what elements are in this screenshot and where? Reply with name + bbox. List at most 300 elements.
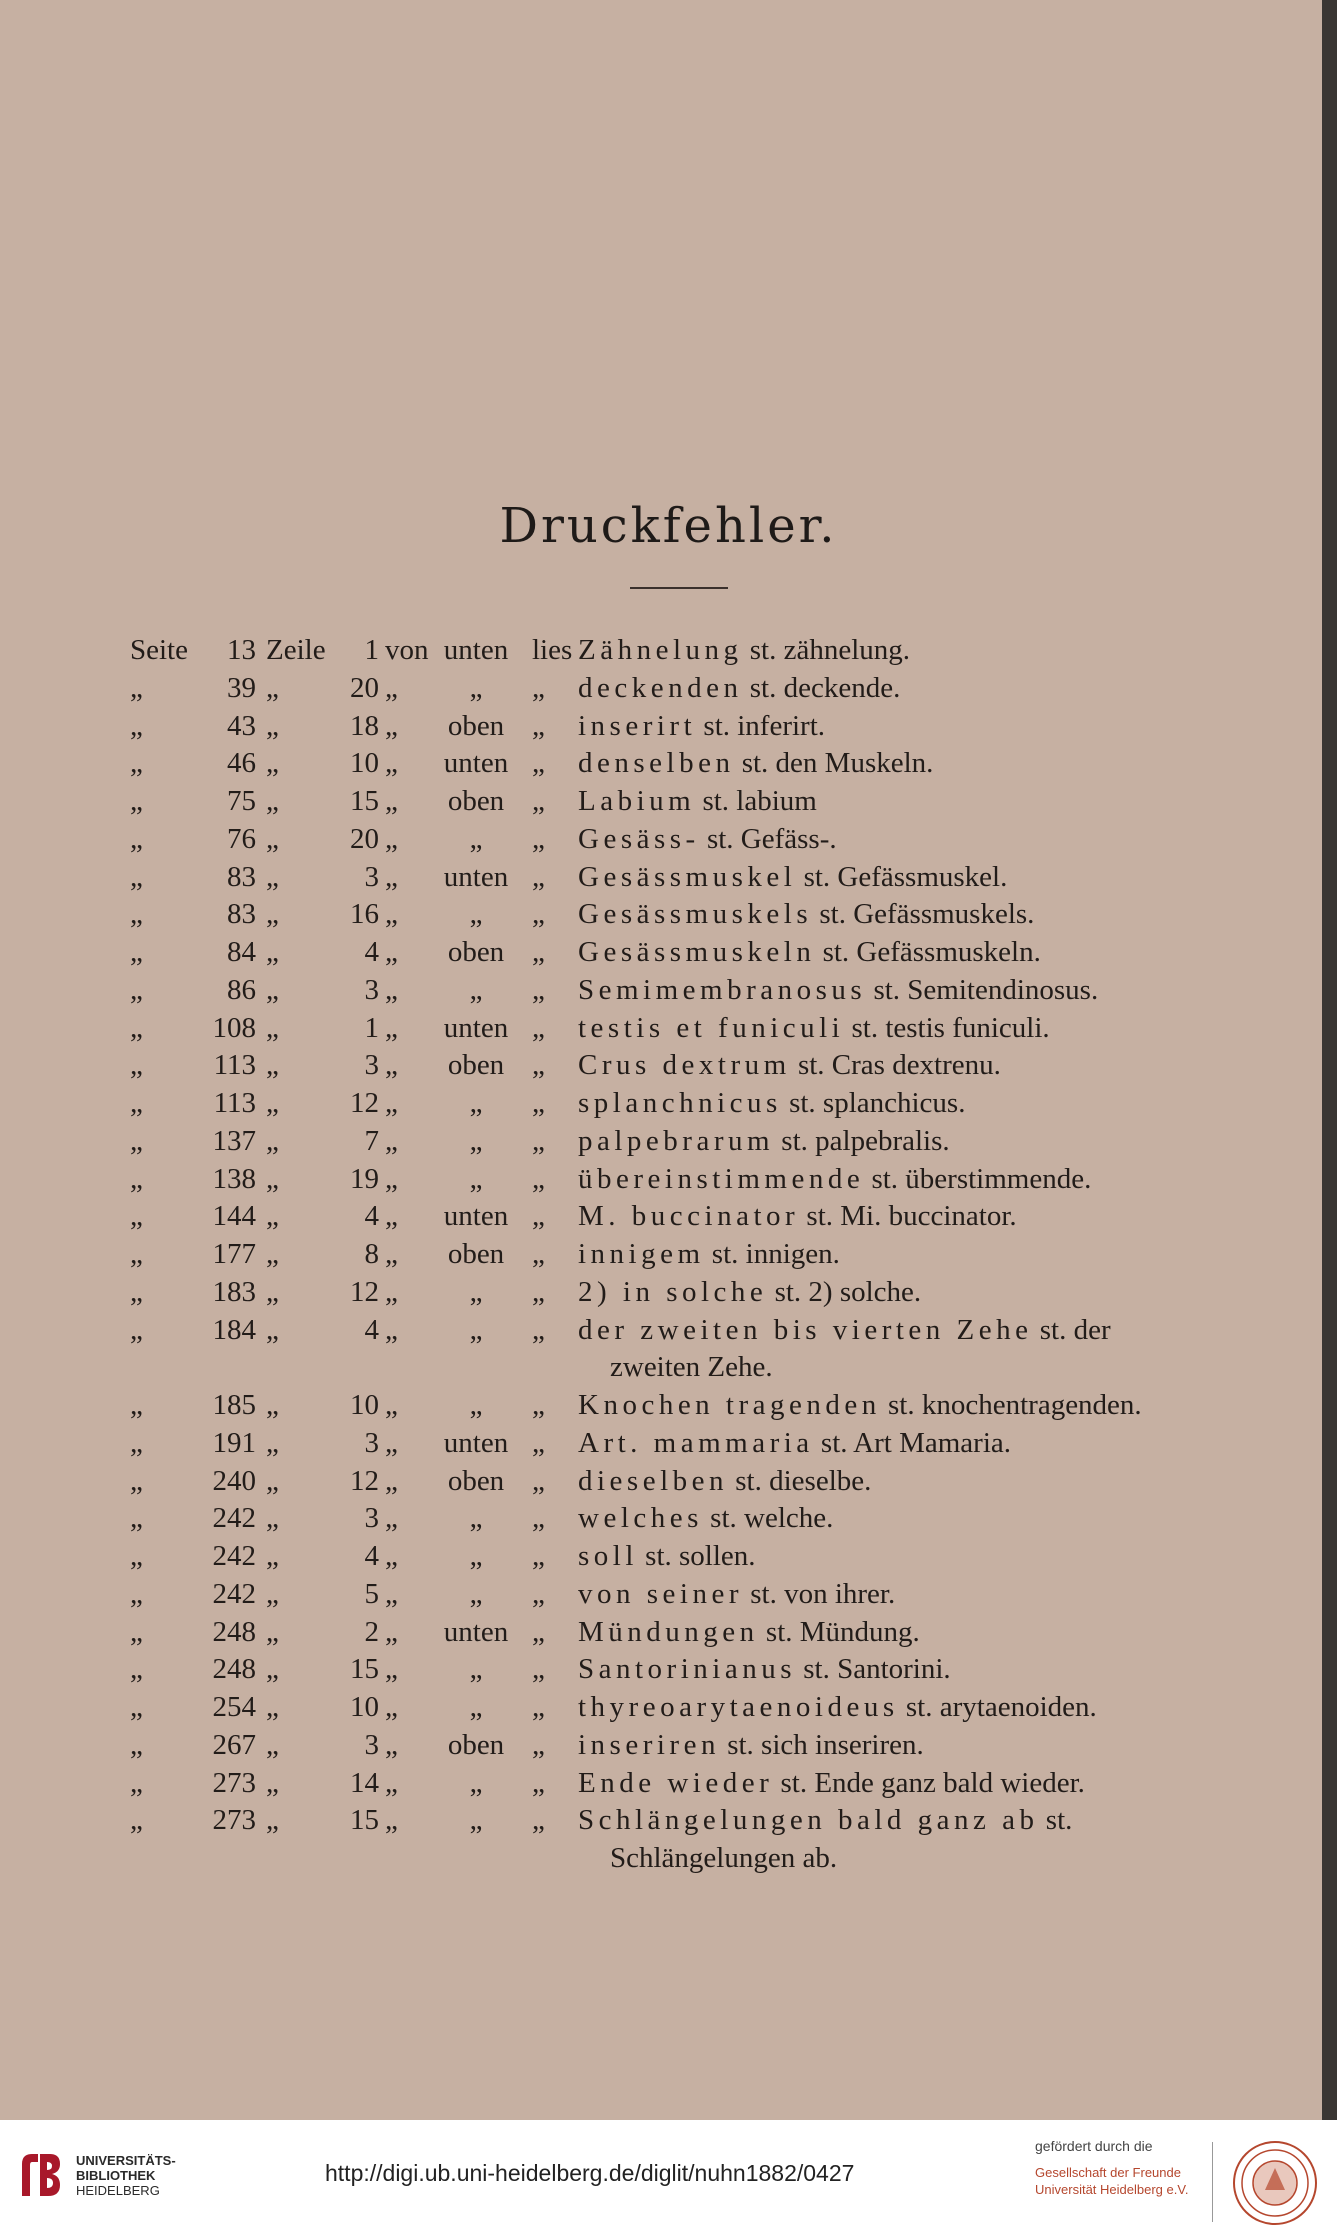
seite-label: „: [130, 1502, 143, 1535]
position-label: „: [469, 1275, 483, 1308]
position-label: „: [469, 1691, 483, 1723]
line-number: 3: [364, 1502, 379, 1535]
corrected-word: soll: [578, 1540, 638, 1572]
seite-label: „: [130, 1691, 143, 1723]
seite-label: „: [130, 1577, 143, 1610]
errata-row: [0, 1650, 1337, 1688]
line-number: 2: [364, 1615, 379, 1648]
lies-label: „: [532, 822, 545, 855]
lies-label: „: [532, 747, 545, 780]
university-library-logo-icon: [14, 2148, 64, 2204]
original-error: st. dieselbe.: [728, 1464, 872, 1497]
correction-text: [578, 1726, 924, 1764]
zeile-label: „: [266, 1087, 279, 1119]
page-number: 273: [212, 1804, 256, 1837]
correction-text: [578, 1235, 840, 1273]
position-label: unten: [443, 1615, 509, 1648]
zeile-label: „: [266, 1162, 279, 1195]
position-label: „: [469, 973, 483, 1006]
errata-row: [0, 1688, 1337, 1726]
line-number: 3: [364, 1426, 379, 1459]
errata-row: [0, 933, 1337, 971]
line-number: 15: [350, 785, 379, 817]
seite-label: „: [130, 1124, 143, 1157]
von-label: „: [385, 1615, 398, 1648]
correction-text: [578, 1650, 951, 1688]
errata-row: [0, 631, 1337, 669]
original-error: st. Santorini.: [796, 1653, 951, 1686]
line-number: 3: [364, 973, 379, 1006]
von-label: „: [385, 1728, 398, 1761]
von-label: „: [385, 1804, 398, 1837]
lies-label: „: [532, 898, 545, 931]
seite-label: „: [130, 1238, 143, 1270]
position-label: „: [469, 822, 483, 855]
position-label: „: [469, 1389, 483, 1421]
zeile-label: „: [266, 1464, 279, 1497]
line-number: 5: [364, 1577, 379, 1610]
zeile-label: „: [266, 785, 279, 817]
page-number: 248: [212, 1615, 256, 1648]
errata-row: [0, 744, 1337, 782]
original-error: st. Gefässmuskels.: [812, 898, 1035, 931]
line-number: 19: [350, 1162, 379, 1195]
errata-row: [0, 1801, 1337, 1839]
original-error: st. testis funiculi.: [844, 1011, 1050, 1044]
zeile-label: „: [266, 1766, 279, 1799]
position-label: „: [469, 1162, 483, 1195]
page-number: 273: [212, 1766, 256, 1799]
von-label: „: [385, 1691, 398, 1723]
zeile-label: „: [266, 1653, 279, 1686]
page-number: 242: [212, 1502, 256, 1535]
von-label: „: [385, 1011, 398, 1044]
page-number: 240: [212, 1464, 256, 1497]
page-number: 183: [212, 1275, 256, 1308]
zeile-label: „: [266, 1691, 279, 1723]
lies-label: lies: [532, 634, 573, 666]
zeile-label: „: [266, 1124, 279, 1157]
errata-row: [0, 1160, 1337, 1198]
page-number: 39: [227, 671, 256, 704]
lies-label: „: [532, 1464, 545, 1497]
zeile-label: „: [266, 1615, 279, 1648]
sponsor-line-2: Universität Heidelberg e.V.: [1035, 2182, 1189, 2197]
lies-label: „: [532, 785, 545, 817]
position-label: „: [469, 1804, 483, 1837]
von-label: „: [385, 1162, 398, 1195]
errata-row: [0, 895, 1337, 933]
von-label: „: [385, 747, 398, 780]
correction-text: [578, 1046, 1001, 1084]
position-label: „: [469, 1540, 483, 1572]
seite-label: „: [130, 822, 143, 855]
page-number: 137: [212, 1124, 256, 1157]
original-error: st. den Muskeln.: [734, 747, 934, 780]
correction-text: [578, 1311, 1111, 1349]
line-number: 1: [364, 1011, 379, 1044]
original-error: st. innigen.: [704, 1238, 840, 1270]
zeile-label: „: [266, 1275, 279, 1308]
zeile-label: „: [266, 1540, 279, 1572]
lies-label: „: [532, 671, 545, 704]
correction-text: [578, 971, 1098, 1009]
line-number: 10: [350, 747, 379, 780]
seite-label: „: [130, 1464, 143, 1497]
seite-label: „: [130, 1766, 143, 1799]
seite-label: „: [130, 1049, 143, 1082]
original-error: st. palpebralis.: [774, 1124, 950, 1157]
position-label: unten: [443, 1011, 509, 1044]
line-number: 4: [364, 1313, 379, 1346]
original-error: st. Gefässmuskel.: [796, 860, 1008, 893]
von-label: „: [385, 1313, 398, 1346]
seite-label: „: [130, 898, 143, 931]
corrected-word: Art. mammaria: [578, 1426, 814, 1459]
line-number: 7: [364, 1124, 379, 1157]
lies-label: „: [532, 1615, 545, 1648]
seite-label: „: [130, 1313, 143, 1346]
seite-label: „: [130, 785, 143, 817]
corrected-word: welches: [578, 1502, 703, 1535]
seite-label: „: [130, 936, 143, 968]
line-number: 18: [350, 709, 379, 742]
corrected-word: Crus dextrum: [578, 1049, 791, 1082]
errata-row: [0, 1311, 1337, 1349]
original-error: st. splanchicus.: [781, 1087, 966, 1119]
seite-label: „: [130, 1653, 143, 1686]
zeile-label: „: [266, 1200, 279, 1233]
page-number: 13: [227, 634, 256, 666]
original-error: st. Art Mamaria.: [813, 1426, 1011, 1459]
corrected-word: testis et funiculi: [578, 1011, 845, 1044]
page-number: 248: [212, 1653, 256, 1686]
original-error: st.: [1038, 1804, 1073, 1837]
lies-label: „: [532, 1275, 545, 1308]
von-label: „: [385, 1124, 398, 1157]
lies-label: „: [532, 1049, 545, 1082]
seite-label: „: [130, 709, 143, 742]
original-error: st. zähnelung.: [742, 634, 911, 666]
errata-row: [0, 820, 1337, 858]
errata-row: [0, 1726, 1337, 1764]
von-label: „: [385, 671, 398, 704]
page-number: 185: [212, 1389, 256, 1421]
corrected-word: M. buccinator: [578, 1200, 800, 1233]
errata-row: [0, 1462, 1337, 1500]
correction-text: [578, 1537, 756, 1575]
von-label: „: [385, 1502, 398, 1535]
corrected-word: Ende wieder: [578, 1766, 774, 1799]
errata-row: [0, 1764, 1337, 1802]
corrected-word: Santorinianus: [578, 1653, 796, 1686]
errata-row: [0, 1386, 1337, 1424]
corrected-word: der zweiten bis vierten Zehe: [578, 1313, 1033, 1346]
line-number: 4: [364, 936, 379, 968]
page-number: 184: [212, 1313, 256, 1346]
original-error: st. sollen.: [637, 1540, 756, 1572]
sponsor-line-1: Gesellschaft der Freunde: [1035, 2165, 1181, 2180]
corrected-word: Schlängelungen bald ganz ab: [578, 1804, 1039, 1837]
lies-label: „: [532, 1691, 545, 1723]
von-label: „: [385, 1238, 398, 1270]
line-number: 10: [350, 1389, 379, 1421]
footer-divider: [1212, 2142, 1213, 2222]
von-label: „: [385, 822, 398, 855]
correction-text: [578, 1160, 1091, 1198]
errata-row: [0, 1424, 1337, 1462]
page-number: 43: [227, 709, 256, 742]
correction-text: [578, 1122, 950, 1160]
seite-label: „: [130, 1389, 143, 1421]
line-number: 3: [364, 860, 379, 893]
line-number: 3: [364, 1728, 379, 1761]
errata-row: [0, 1197, 1337, 1235]
page-number: 84: [227, 936, 256, 968]
correction-text: [578, 782, 817, 820]
page-number: 113: [213, 1049, 256, 1082]
original-error: st. Gefäss-.: [699, 822, 837, 855]
corrected-word: thyreoarytaenoideus: [578, 1691, 899, 1723]
corrected-word: Gesässmuskeln: [578, 936, 816, 968]
continuation-line: Schlängelungen ab.: [610, 1842, 838, 1874]
corrected-word: Labium: [578, 785, 696, 817]
errata-row: [0, 669, 1337, 707]
correction-text: [578, 1273, 921, 1311]
position-label: oben: [447, 785, 505, 817]
original-error: st. sich inseriren.: [719, 1728, 924, 1761]
corrected-word: Gesässmuskels: [578, 898, 813, 931]
lies-label: „: [532, 860, 545, 893]
lies-label: „: [532, 1502, 545, 1535]
lies-label: „: [532, 1238, 545, 1270]
original-error: st. 2) solche.: [767, 1275, 922, 1308]
university-library-name: [76, 2153, 176, 2198]
von-label: „: [385, 1275, 398, 1308]
position-label: oben: [447, 1464, 505, 1497]
line-number: 1: [364, 634, 379, 666]
position-label: unten: [443, 1426, 509, 1459]
original-error: st. labium: [695, 785, 817, 817]
seite-label: „: [130, 1087, 143, 1119]
correction-text: [578, 858, 1007, 896]
von-label: „: [385, 1200, 398, 1233]
page-number: 254: [212, 1691, 256, 1723]
correction-text: [578, 1801, 1072, 1839]
von-label: „: [385, 709, 398, 742]
line-number: 12: [350, 1087, 379, 1119]
lies-label: „: [532, 1011, 545, 1044]
original-error: st. der: [1032, 1313, 1111, 1346]
sponsor-name: [1035, 2164, 1188, 2198]
seite-label: „: [130, 1728, 143, 1761]
errata-row: [0, 858, 1337, 896]
correction-text: [578, 1009, 1050, 1047]
page-number: 83: [227, 860, 256, 893]
corrected-word: inserirt: [578, 709, 697, 742]
line-number: 8: [364, 1238, 379, 1270]
correction-text: [578, 1499, 833, 1537]
corrected-word: 2) in solche: [578, 1275, 768, 1308]
corrected-word: Mündungen: [578, 1615, 759, 1648]
correction-text: [578, 1462, 871, 1500]
zeile-label: „: [266, 1502, 279, 1535]
von-label: „: [385, 1049, 398, 1082]
errata-row: [0, 782, 1337, 820]
university-seal-icon: [1232, 2140, 1318, 2226]
lies-label: „: [532, 1389, 545, 1421]
errata-row: [0, 1046, 1337, 1084]
zeile-label: „: [266, 1049, 279, 1082]
seite-label: „: [130, 747, 143, 780]
original-error: st. inferirt.: [696, 709, 826, 742]
original-error: st. deckende.: [742, 671, 901, 704]
sponsor-label: gefördert durch die: [1035, 2138, 1153, 2154]
seite-label: „: [130, 1011, 143, 1044]
errata-row: [0, 1575, 1337, 1613]
von-label: „: [385, 1464, 398, 1497]
seite-label: „: [130, 1275, 143, 1308]
line-number: 4: [364, 1200, 379, 1233]
page-number: 177: [212, 1238, 256, 1270]
page-number: 242: [212, 1577, 256, 1610]
errata-row: [0, 1009, 1337, 1047]
position-label: unten: [443, 634, 509, 666]
correction-text: [578, 1764, 1085, 1802]
original-error: st. von ihrer.: [743, 1577, 896, 1610]
position-label: „: [469, 1502, 483, 1535]
permalink-url[interactable]: http://digi.ub.uni-heidelberg.de/diglit/nuhn1882/0427: [325, 2160, 855, 2186]
zeile-label: „: [266, 898, 279, 931]
position-label: oben: [447, 936, 505, 968]
zeile-label: „: [266, 1728, 279, 1761]
original-error: st. Cras dextrenu.: [790, 1049, 1001, 1082]
zeile-label: „: [266, 860, 279, 893]
errata-row: [0, 1122, 1337, 1160]
page-number: 75: [227, 785, 256, 817]
page-number: 267: [212, 1728, 256, 1761]
page-number: 46: [227, 747, 256, 780]
position-label: oben: [447, 709, 505, 742]
corrected-word: dieselben: [578, 1464, 729, 1497]
seite-label: „: [130, 1426, 143, 1459]
zeile-label: „: [266, 1577, 279, 1610]
position-label: „: [469, 1087, 483, 1119]
corrected-word: denselben: [578, 747, 735, 780]
corrected-word: Gesäss-: [578, 822, 700, 855]
corrected-word: Zähnelung: [578, 634, 743, 666]
zeile-label: „: [266, 1313, 279, 1346]
corrected-word: deckenden: [578, 671, 743, 704]
seite-label: „: [130, 1162, 143, 1195]
errata-row: [0, 1499, 1337, 1537]
correction-text: [578, 1084, 965, 1122]
zeile-label: „: [266, 1011, 279, 1044]
von-label: von: [385, 634, 429, 666]
lies-label: „: [532, 1728, 545, 1761]
page-number: 113: [213, 1087, 256, 1119]
von-label: „: [385, 973, 398, 1006]
zeile-label: „: [266, 747, 279, 780]
von-label: „: [385, 1087, 398, 1119]
errata-row: [0, 1537, 1337, 1575]
continuation-line: zweiten Zehe.: [610, 1351, 773, 1384]
zeile-label: „: [266, 1804, 279, 1837]
original-error: st. Ende ganz bald wieder.: [773, 1766, 1085, 1799]
position-label: unten: [443, 1200, 509, 1233]
lies-label: „: [532, 1653, 545, 1686]
corrected-word: übereinstimmende: [578, 1162, 865, 1195]
von-label: „: [385, 898, 398, 931]
correction-text: [578, 1424, 1011, 1462]
corrected-word: innigem: [578, 1238, 705, 1270]
zeile-label: „: [266, 822, 279, 855]
position-label: „: [469, 898, 483, 931]
von-label: „: [385, 1540, 398, 1572]
lies-label: „: [532, 973, 545, 1006]
line-number: 16: [350, 898, 379, 931]
line-number: 3: [364, 1049, 379, 1082]
seite-label: Seite: [130, 634, 188, 666]
von-label: „: [385, 1653, 398, 1686]
original-error: st. Gefässmuskeln.: [815, 936, 1041, 968]
lies-label: „: [532, 709, 545, 742]
footer-bar: [0, 2120, 1337, 2235]
errata-row: [0, 971, 1337, 1009]
von-label: „: [385, 1426, 398, 1459]
corrected-word: Gesässmuskel: [578, 860, 797, 893]
seite-label: „: [130, 1615, 143, 1648]
page-title: Druckfehler.: [499, 498, 838, 554]
von-label: „: [385, 785, 398, 817]
page-number: 138: [212, 1162, 256, 1195]
original-error: st. welche.: [702, 1502, 834, 1535]
seite-label: „: [130, 1200, 143, 1233]
errata-row: [0, 1273, 1337, 1311]
position-label: „: [469, 1313, 483, 1346]
line-number: 20: [350, 671, 379, 704]
line-number: 4: [364, 1540, 379, 1572]
line-number: 15: [350, 1653, 379, 1686]
page-number: 76: [227, 822, 256, 855]
library-line-3: HEIDELBERG: [76, 2183, 160, 2198]
corrected-word: Semimembranosus: [578, 973, 867, 1006]
lies-label: „: [532, 1540, 545, 1572]
correction-text: [578, 744, 933, 782]
original-error: st. Mündung.: [758, 1615, 920, 1648]
position-label: „: [469, 671, 483, 704]
position-label: „: [469, 1766, 483, 1799]
position-label: unten: [443, 747, 509, 780]
position-label: oben: [447, 1049, 505, 1082]
correction-text: [578, 1197, 1017, 1235]
seite-label: „: [130, 671, 143, 704]
von-label: „: [385, 1766, 398, 1799]
correction-text: [578, 933, 1041, 971]
library-line-1: UNIVERSITÄTS-: [76, 2153, 176, 2168]
lies-label: „: [532, 1162, 545, 1195]
corrected-word: palpebrarum: [578, 1124, 775, 1157]
von-label: „: [385, 1577, 398, 1610]
lies-label: „: [532, 936, 545, 968]
page-number: 144: [212, 1200, 256, 1233]
page-number: 83: [227, 898, 256, 931]
zeile-label: „: [266, 671, 279, 704]
zeile-label: „: [266, 1238, 279, 1270]
original-error: st. knochentragenden.: [880, 1389, 1142, 1421]
correction-text: [578, 669, 900, 707]
line-number: 14: [350, 1766, 379, 1799]
